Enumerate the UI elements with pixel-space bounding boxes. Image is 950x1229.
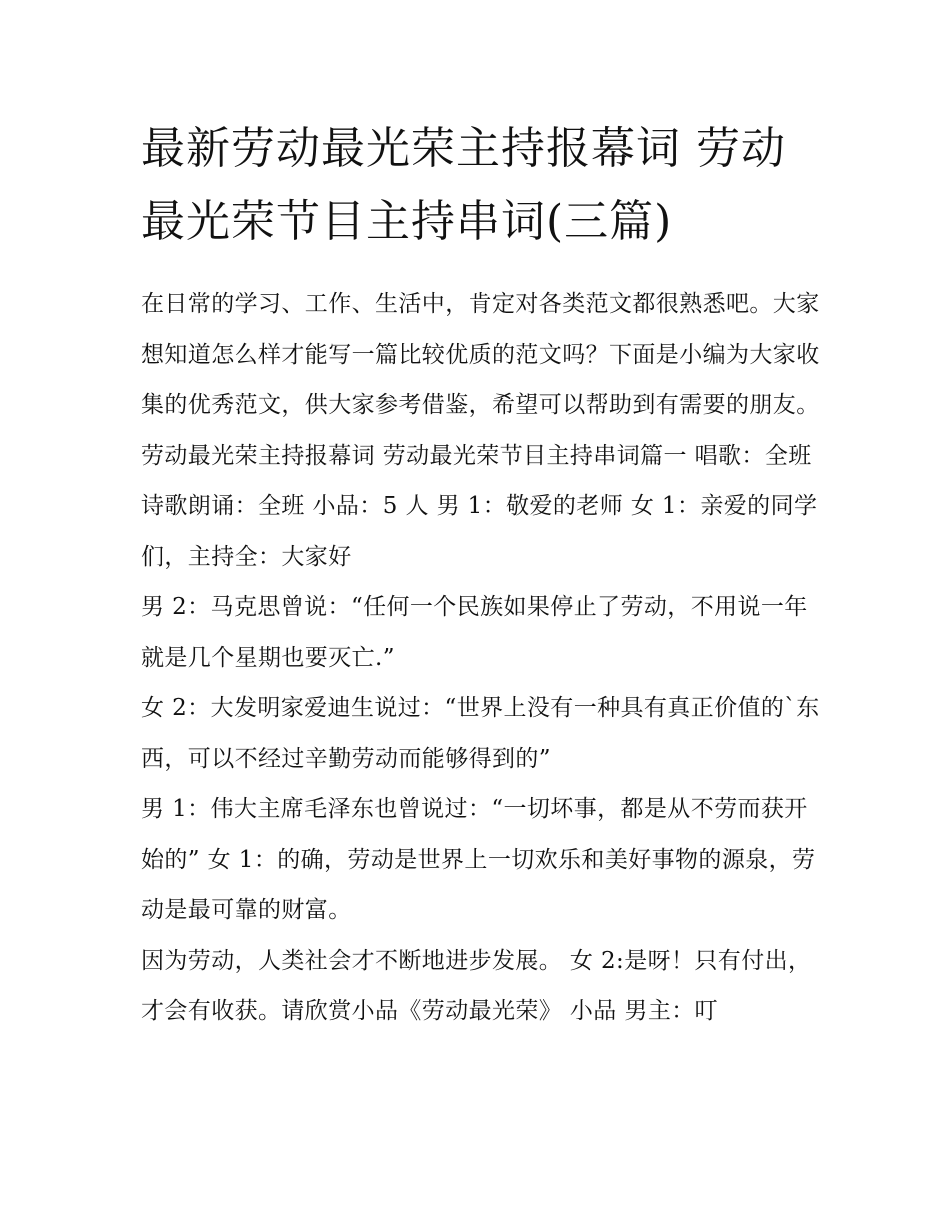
paragraph-male2-quote: 男 2：马克思曾说：“任何一个民族如果停止了劳动，不用说一年就是几个星期也要灭亡.” — [141, 594, 808, 671]
paragraph-male1-quote: 男 1：伟大主席毛泽东也曾说过：“一切坏事，都是从不劳而获开始的” 女 1：的确，劳动是世界上一切欢乐和美好事物的源泉，劳动是最可靠的财富。 — [141, 796, 816, 923]
paragraph-intro: 在日常的学习、工作、生活中，肯定对各类范文都很熟悉吧。大家想知道怎么样才能写一篇比较优质的范文吗？下面是小编为大家收集的优秀范文，供大家参考借鉴，希望可以帮助到有需要的朋友。 — [141, 291, 820, 418]
document-body — [141, 279, 821, 1037]
paragraph-sketch-intro: 因为劳动，人类社会才不断地进步发展。 女 2:是呀！只有付出，才会有收获。请欣赏小品《劳动最光荣》 小品 男主：叮 — [141, 947, 812, 1024]
document-title: 最新劳动最光荣主持报幕词 劳动最光荣节目主持串词(三篇) — [141, 123, 786, 247]
paragraph-program: 劳动最光荣主持报幕词 劳动最光荣节目主持串词篇一 唱歌：全班 诗歌朗诵：全班 小品：5 人 男 1：敬爱的老师 女 1：亲爱的同学们，主持全：大家好 — [141, 442, 818, 570]
paragraph-female2-quote: 女 2：大发明家爱迪生说过：“世界上没有一种具有真正价值的`东西，可以不经过辛勤劳动而能够得到的” — [141, 695, 820, 772]
